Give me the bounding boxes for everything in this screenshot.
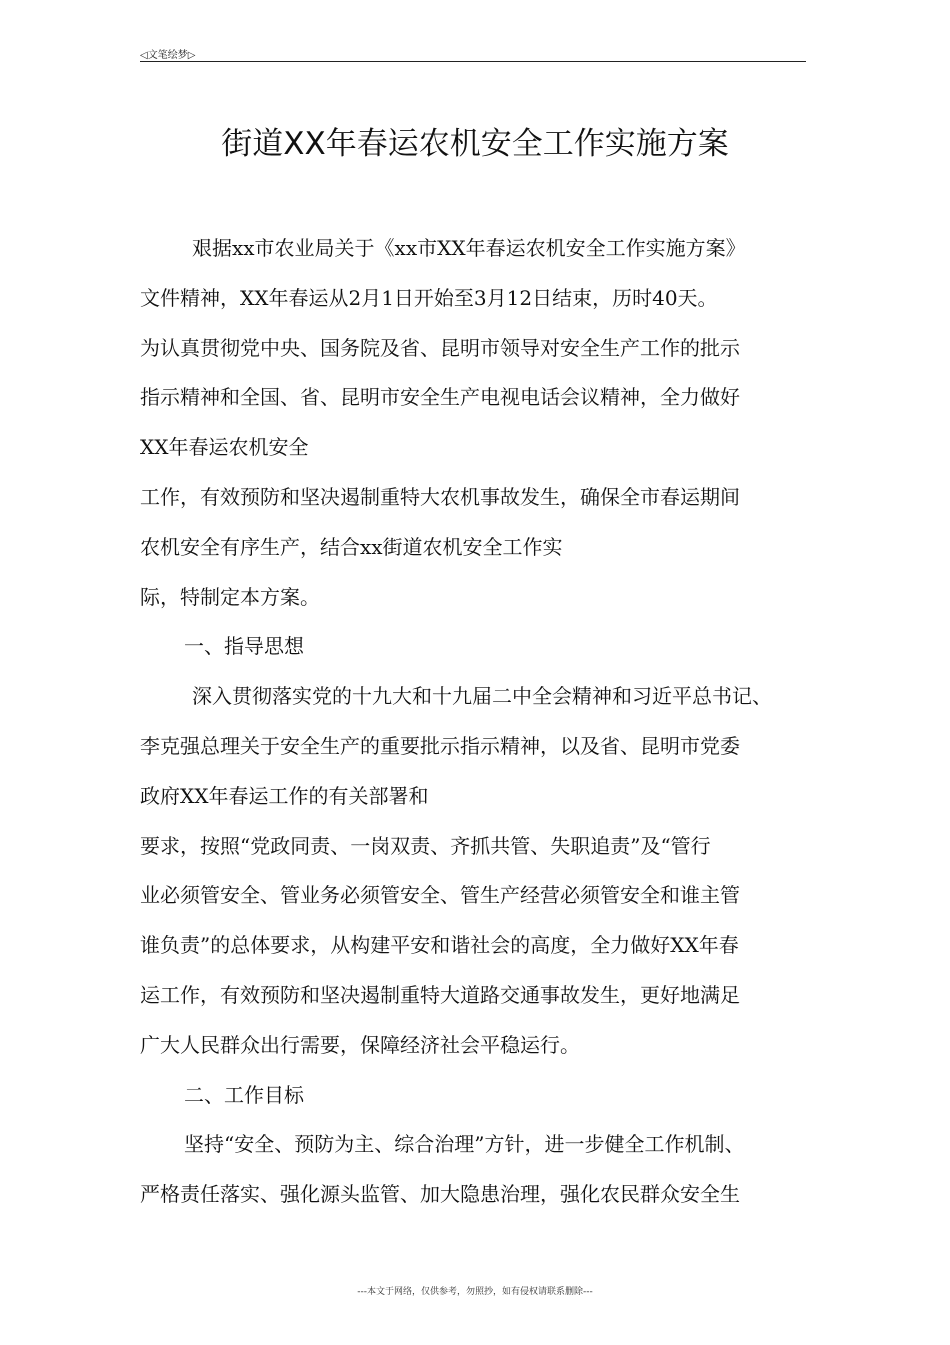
section-heading: 一、指导思想 [184,634,304,658]
text-line: 李克强总理关于安全生产的重要批示指示精神，以及省、昆明市党委 [140,734,740,758]
header-label: ◁文笔绘梦▷ [140,50,196,61]
text-line: 深入贯彻落实党的十九大和十九届二中全会精神和习近平总书记、 [192,684,772,708]
text-line: 艰据xx市农业局关于《xx市XX年春运农机安全工作实施方案》 [192,236,746,260]
text-line: 际，特制定本方案。 [140,585,320,609]
text-line: 文件精神，XX年春运从2月1日开始至3月12日结束，历时40天。 [140,286,718,310]
header-rule [140,61,806,62]
text-line: 指示精神和全国、省、昆明市安全生产电视电话会议精神，全力做好 [140,385,740,409]
text-line: 为认真贯彻党中央、国务院及省、昆明市领导对安全生产工作的批示 [140,336,740,360]
text-line: 严格责任落实、强化源头监管、加大隐患治理，强化农民群众安全生 [140,1182,740,1206]
text-line: XX年春运农机安全 [140,435,309,459]
text-line: 农机安全有序生产，结合xx街道农机安全工作实 [140,535,563,559]
text-line: 谁负责”的总体要求，从构建平安和谐社会的高度，全力做好XX年春 [140,933,739,957]
text-line: 工作，有效预防和坚决遏制重特大农机事故发生，确保全市春运期间 [140,485,740,509]
text-line: 运工作，有效预防和坚决遏制重特大道路交通事故发生，更好地满足 [140,983,740,1007]
text-line: 坚持“安全、预防为主、综合治理”方针，进一步健全工作机制、 [184,1132,745,1156]
document-title: 街道XX年春运农机安全工作实施方案 [221,126,729,162]
text-line: 要求，按照“党政同责、一岗双责、齐抓共管、失职追责”及“管行 [140,834,711,858]
footer-note: ---本文于网络，仅供参考，勿照抄，如有侵权请联系删除--- [357,1287,593,1297]
text-line: 业必须管安全、管业务必须管安全、管生产经营必须管安全和谁主管 [140,883,740,907]
section-heading: 二、工作目标 [184,1083,304,1107]
text-line: 广大人民群众出行需要，保障经济社会平稳运行。 [140,1033,580,1057]
text-line: 政府XX年春运工作的有关部署和 [140,784,429,808]
